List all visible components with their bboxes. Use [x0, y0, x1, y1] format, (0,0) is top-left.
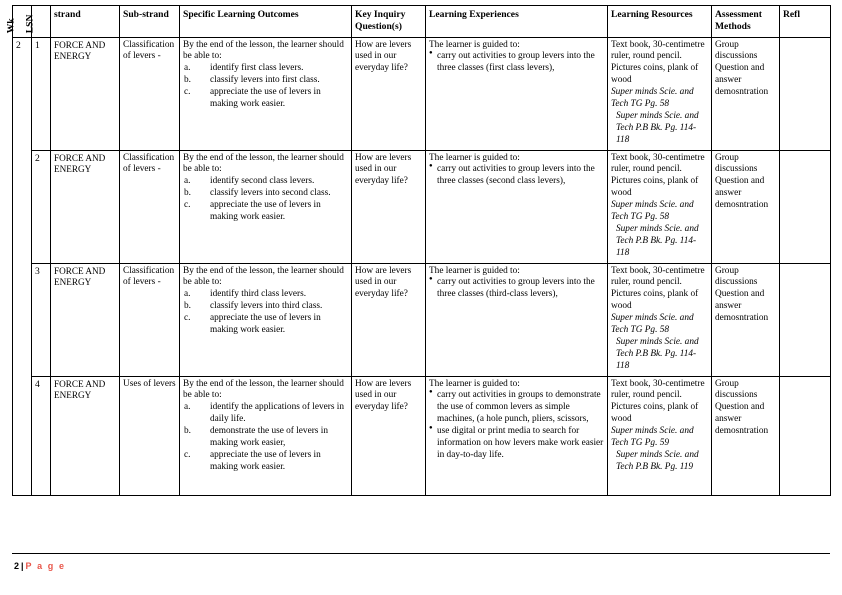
resource-reference: Super minds Scie. and Tech TG Pg. 58	[611, 313, 694, 335]
column-header-sub-strand: Sub-strand	[120, 6, 180, 38]
slo-item-marker: c.	[184, 449, 191, 460]
cell-specific-learning-outcomes	[180, 376, 352, 495]
slo-item-text: identify first class levers.	[210, 63, 304, 74]
footer-page-word: P a g e	[25, 561, 66, 571]
le-intro: The learner is guided to:	[429, 152, 520, 163]
slo-list	[183, 176, 348, 224]
le-bullet-text: carry out activities to group levers into the three classes (third-class levers),	[437, 277, 595, 300]
cell-specific-learning-outcomes	[180, 150, 352, 263]
column-header-key-inquiry-question: Key Inquiry Question(s)	[352, 6, 426, 38]
slo-intro: By the end of the lesson, the learner should be able to:	[183, 152, 344, 175]
table-row	[13, 37, 831, 150]
table-header-row	[13, 6, 831, 38]
cell-strand: FORCE AND ENERGY	[51, 150, 120, 263]
cell-strand: FORCE AND ENERGY	[51, 263, 120, 376]
slo-intro: By the end of the lesson, the learner should be able to:	[183, 39, 344, 62]
cell-learning-resources	[608, 376, 712, 495]
slo-list-item	[183, 289, 348, 301]
slo-item-text: appreciate the use of levers in making work easier.	[210, 200, 321, 222]
le-bullet	[429, 426, 604, 462]
resource-plain-text: Text book, 30-centimetre ruler, round pencil. Pictures coins, plank of wood	[611, 378, 705, 425]
slo-list-item	[183, 450, 348, 474]
bullet-icon: ●	[429, 276, 433, 283]
column-header-specific-learning-outcomes: Specific Learning Outcomes	[180, 6, 352, 38]
slo-intro: By the end of the lesson, the learner should be able to:	[183, 378, 344, 401]
cell-week: 2	[13, 37, 32, 495]
cell-lesson-number: 2	[32, 150, 51, 263]
slo-item-marker: c.	[184, 313, 191, 324]
table-body	[13, 37, 831, 495]
cell-key-inquiry-question: How are levers used in our everyday life?	[352, 37, 426, 150]
footer-divider	[12, 553, 830, 554]
le-bullet	[429, 390, 604, 426]
resource-plain-text: Text book, 30-centimetre ruler, round pencil. Pictures coins, plank of wood	[611, 152, 705, 199]
cell-sub-strand: Classification of levers -	[120, 150, 180, 263]
cell-key-inquiry-question: How are levers used in our everyday life?	[352, 150, 426, 263]
cell-lesson-number: 3	[32, 263, 51, 376]
le-bullet-text: carry out activities to group levers into the three classes (first class levers),	[437, 51, 595, 74]
slo-list-item	[183, 402, 348, 426]
slo-list-item	[183, 426, 348, 450]
le-bullet	[429, 51, 604, 75]
bullet-icon: ●	[429, 425, 433, 432]
bullet-icon: ●	[429, 389, 433, 396]
resource-plain-text: Text book, 30-centimetre ruler, round pencil. Pictures coins, plank of wood	[611, 265, 705, 312]
bullet-icon: ●	[429, 50, 433, 57]
column-header-refl: Refl	[780, 6, 831, 38]
slo-list	[183, 289, 348, 337]
cell-reflection	[780, 150, 831, 263]
table-header	[5, 6, 831, 38]
slo-item-text: identify second class levers.	[210, 176, 315, 187]
slo-item-marker: b.	[184, 426, 191, 437]
slo-item-marker: a.	[184, 289, 191, 300]
column-header-learning-experiences: Learning Experiences	[426, 6, 608, 38]
slo-list-item	[183, 75, 348, 87]
column-header-learning-resources: Learning Resources	[608, 6, 712, 38]
cell-learning-resources	[608, 263, 712, 376]
slo-list-item	[183, 176, 348, 188]
le-intro: The learner is guided to:	[429, 39, 520, 50]
table-row	[13, 376, 831, 495]
slo-item-marker: b.	[184, 75, 191, 86]
cell-assessment-methods: Group discussions Question and answer demosntration	[712, 263, 780, 376]
slo-item-text: identify the applications of levers in daily life.	[210, 402, 344, 425]
cell-learning-experiences	[426, 37, 608, 150]
bullet-icon: ●	[429, 163, 433, 170]
cell-key-inquiry-question: How are levers used in our everyday life?	[352, 376, 426, 495]
slo-item-text: identify third class levers.	[210, 289, 307, 300]
cell-learning-experiences	[426, 263, 608, 376]
table-row	[13, 150, 831, 263]
slo-list-item	[183, 63, 348, 75]
column-header-wk-label: Wk	[5, 18, 17, 34]
cell-learning-experiences	[426, 150, 608, 263]
scheme-of-work-table	[5, 5, 831, 496]
slo-item-text: appreciate the use of levers in making work easier.	[210, 87, 321, 109]
cell-strand: FORCE AND ENERGY	[51, 376, 120, 495]
cell-assessment-methods: Group discussions Question and answer demosntration	[712, 376, 780, 495]
slo-item-text: classify levers into first class.	[210, 75, 320, 86]
slo-item-text: appreciate the use of levers in making work easier.	[210, 313, 321, 335]
cell-assessment-methods: Group discussions Question and answer demosntration	[712, 37, 780, 150]
resource-reference: Super minds Scie. and Tech P.B Bk. Pg. 114-118	[616, 223, 699, 258]
resource-plain-text: Text book, 30-centimetre ruler, round pencil. Pictures coins, plank of wood	[611, 39, 705, 86]
cell-sub-strand: Uses of levers	[120, 376, 180, 495]
slo-item-text: demonstrate the use of levers in making work easier,	[210, 426, 328, 448]
resource-reference: Super minds Scie. and Tech TG Pg. 58	[611, 200, 694, 222]
slo-item-marker: b.	[184, 301, 191, 312]
slo-list-item	[183, 301, 348, 313]
cell-specific-learning-outcomes	[180, 263, 352, 376]
cell-strand: FORCE AND ENERGY	[51, 37, 120, 150]
slo-item-text: classify levers into second class.	[210, 188, 331, 199]
footer-page-number: 2	[14, 561, 20, 571]
slo-intro: By the end of the lesson, the learner should be able to:	[183, 265, 344, 288]
column-header-assessment-methods: Assessment Methods	[712, 6, 780, 38]
cell-lesson-number: 1	[32, 37, 51, 150]
footer-separator: |	[21, 561, 24, 571]
resource-reference: Super minds Scie. and Tech P.B Bk. Pg. 119	[616, 449, 699, 472]
le-bullet-text: use digital or print media to search for information on how levers make work easier in day-to-day life.	[437, 426, 604, 460]
le-intro: The learner is guided to:	[429, 378, 520, 389]
cell-reflection	[780, 263, 831, 376]
page-footer	[14, 561, 66, 571]
cell-reflection	[780, 37, 831, 150]
slo-item-marker: c.	[184, 200, 191, 211]
le-bullet-text: carry out activities in groups to demonstrate the use of common levers as simple machines, (a hole punch, pliers, scissors,	[437, 390, 601, 425]
cell-learning-resources	[608, 150, 712, 263]
le-bullet	[429, 164, 604, 188]
column-header-strand: strand	[51, 6, 120, 38]
cell-key-inquiry-question: How are levers used in our everyday life?	[352, 263, 426, 376]
resource-reference: Super minds Scie. and Tech P.B Bk. Pg. 114-118	[616, 110, 699, 145]
slo-item-marker: a.	[184, 402, 191, 413]
le-bullet-text: carry out activities to group levers into the three classes (second class levers),	[437, 164, 595, 187]
table-row	[13, 263, 831, 376]
slo-list-item	[183, 313, 348, 337]
column-header-lsn	[24, 6, 51, 38]
cell-assessment-methods: Group discussions Question and answer demosntration	[712, 150, 780, 263]
cell-reflection	[780, 376, 831, 495]
slo-item-marker: c.	[184, 87, 191, 98]
resource-reference: Super minds Scie. and Tech TG Pg. 58	[611, 87, 694, 109]
cell-learning-experiences	[426, 376, 608, 495]
resource-reference: Super minds Scie. and Tech TG Pg. 59	[611, 426, 694, 448]
slo-item-marker: a.	[184, 176, 191, 187]
slo-list-item	[183, 87, 348, 111]
slo-list	[183, 402, 348, 473]
cell-sub-strand: Classification of levers -	[120, 263, 180, 376]
le-bullet	[429, 277, 604, 301]
slo-item-marker: a.	[184, 63, 191, 74]
slo-list	[183, 63, 348, 111]
le-intro: The learner is guided to:	[429, 265, 520, 276]
slo-item-text: classify levers into third class.	[210, 301, 323, 312]
slo-list-item	[183, 188, 348, 200]
slo-item-marker: b.	[184, 188, 191, 199]
slo-list-item	[183, 200, 348, 224]
cell-lesson-number: 4	[32, 376, 51, 495]
cell-specific-learning-outcomes	[180, 37, 352, 150]
column-header-lsn-label: LSN	[24, 14, 36, 34]
cell-learning-resources	[608, 37, 712, 150]
cell-sub-strand: Classification of levers -	[120, 37, 180, 150]
resource-reference: Super minds Scie. and Tech P.B Bk. Pg. 114-118	[616, 336, 699, 371]
slo-item-text: appreciate the use of levers in making work easier.	[210, 449, 321, 472]
